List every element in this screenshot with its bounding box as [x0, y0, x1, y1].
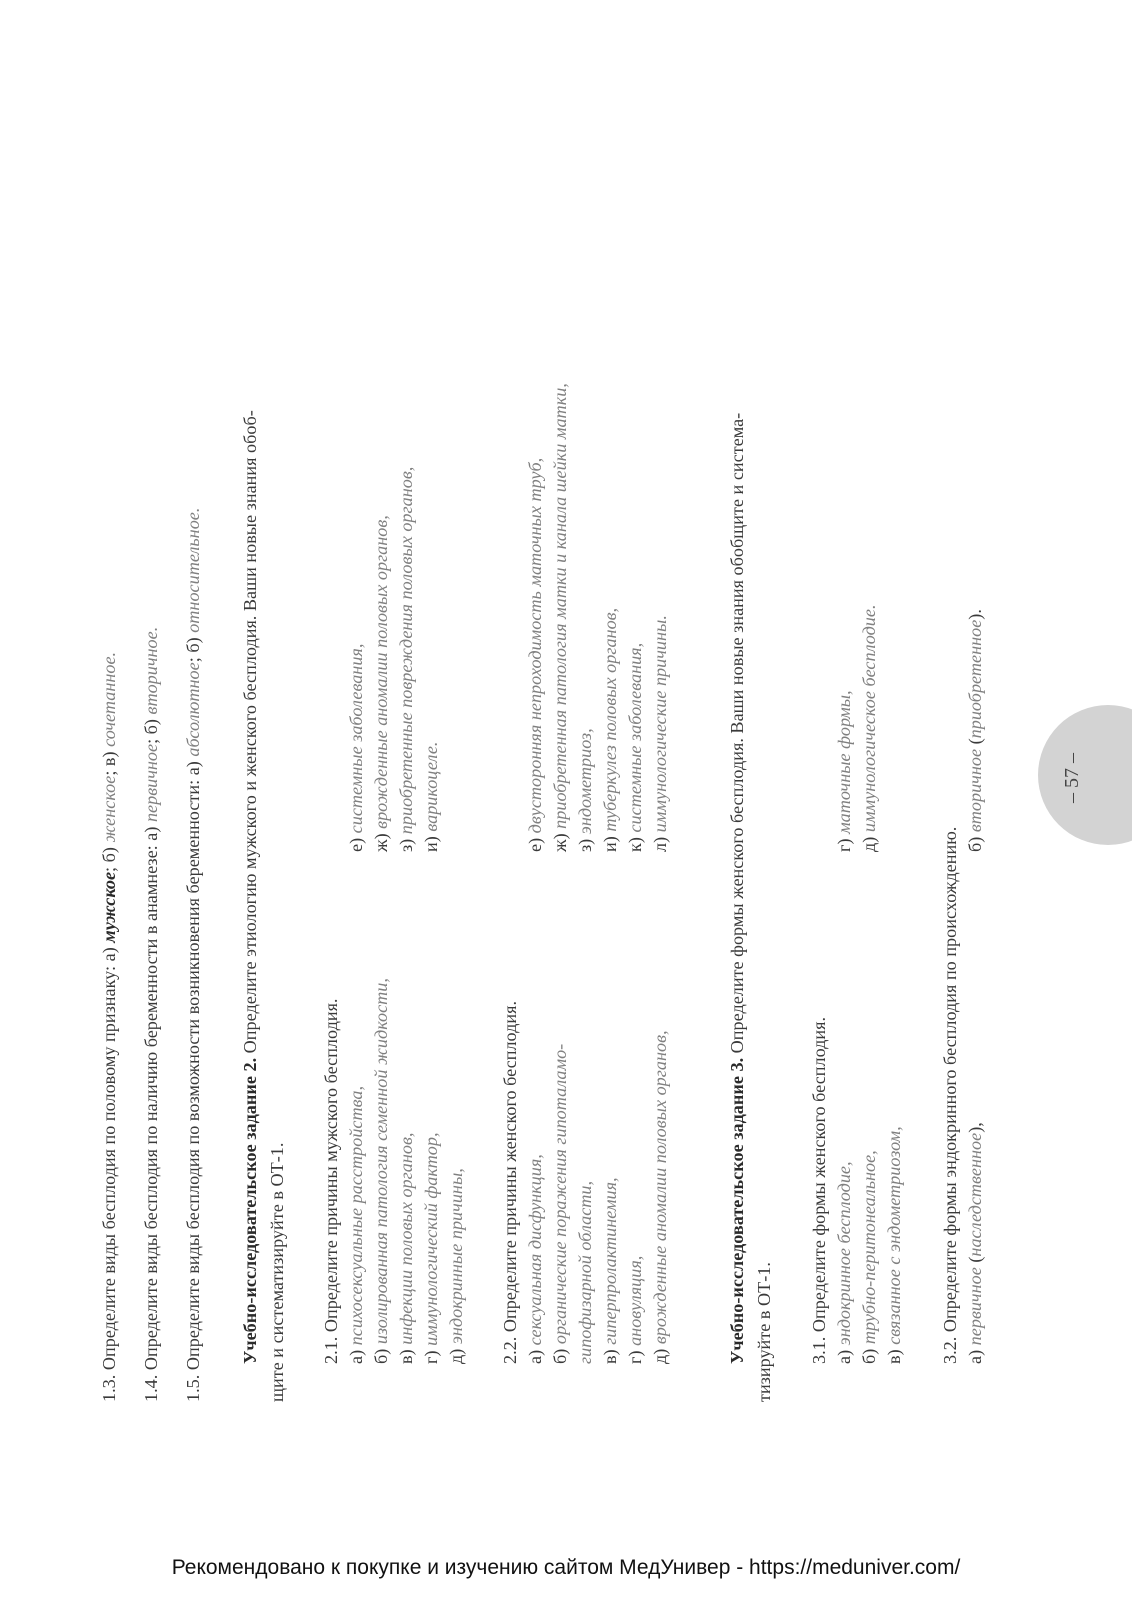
list-item: к) системные заболевания, — [625, 642, 645, 852]
q13-answer-c: сочетанное. — [99, 651, 119, 747]
list-item: г) ановуляция, — [625, 1255, 645, 1364]
list-item: ж) врожденные аномалии половых органов, — [371, 515, 391, 852]
list-item: в) связанное с эндометриозом, — [884, 1126, 904, 1364]
page-number: – 57 – — [1061, 753, 1083, 803]
q14-answer-a: первичное — [141, 743, 161, 823]
q13-text: 1.3. Определите виды бесплодия по половому признаку: а) — [99, 942, 119, 1402]
q22-left-list — [523, 1030, 673, 1364]
q32-option-b: б) вторичное (приобретенное). — [965, 609, 985, 852]
list-item: л) иммунологические причины. — [650, 615, 670, 852]
task-3-line2: тизируйте в ОТ-1. — [754, 1262, 774, 1402]
list-item: д) эндокринные причины, — [446, 1168, 466, 1364]
list-item: а) психосексуальные расстройства, — [346, 1085, 366, 1364]
question-2-1-title: 2.1. Определите причины мужского бесплодия. — [321, 998, 341, 1364]
q15-answer-b: относительное. — [183, 507, 203, 633]
task-2-line2: щите и систематизируйте в ОТ-1. — [267, 1142, 287, 1402]
list-item: з) приобретенные повреждения половых органов, — [396, 466, 416, 852]
question-1-3 — [97, 652, 122, 1402]
q15-answer-a: абсолютное — [183, 662, 203, 757]
list-item: гипофизарной области, — [575, 1180, 595, 1364]
q15-text: 1.5. Определите виды бесплодия по возможности возникновения беременности: а) — [183, 756, 203, 1402]
list-item: и) туберкулез половых органов, — [600, 607, 620, 852]
task-3-title: Учебно-исследовательское задание 3. — [727, 1057, 747, 1364]
list-item: а) сексуальная дисфункция, — [525, 1154, 545, 1364]
list-item: г) маточные формы, — [834, 690, 854, 852]
question-3-1-title: 3.1. Определите формы женского бесплодия. — [809, 1016, 829, 1364]
q13-sep: ; б) — [99, 842, 119, 872]
task-3-text: Определите формы женского бесплодия. Ваши новые знания обобщите и система- — [727, 412, 747, 1058]
task-2-title: Учебно-исследовательское задание 2. — [240, 1057, 260, 1364]
list-item: д) иммунологическое бесплодие. — [859, 604, 879, 852]
question-1-5 — [181, 508, 206, 1402]
list-item: в) гиперпролактинемия, — [600, 1177, 620, 1364]
list-item: е) двусторонняя непроходимость маточных труб, — [525, 457, 545, 852]
list-item: д) врожденные аномалии половых органов, — [650, 1030, 670, 1364]
list-item: г) иммунологический фактор, — [421, 1132, 441, 1364]
task-2-heading — [238, 410, 263, 1364]
question-3-2-title: 3.2. Определите формы эндокринного бесплодия по происхождению. — [940, 826, 960, 1364]
list-item: и) варикоцеле. — [421, 741, 441, 852]
q14-answer-b: вторичное. — [141, 626, 161, 715]
question-1-4 — [139, 627, 164, 1402]
list-item: ж) приобретенная патология матки и канала шейки матки, — [550, 383, 570, 852]
task-3-heading — [725, 413, 750, 1364]
q13-answer-b: женское — [99, 775, 119, 843]
list-item: а) эндокринное бесплодие, — [834, 1161, 854, 1364]
footer-recommendation: Рекомендовано к покупке и изучению сайтом МедУнивер - https://meduniver.com/ — [171, 1556, 961, 1579]
list-item: б) изолированная патология семенной жидкости, — [371, 978, 391, 1364]
q15-sep: ; б) — [183, 632, 203, 663]
list-item: з) эндометриоз, — [575, 728, 595, 852]
q13-sep2: ; в) — [99, 746, 119, 776]
question-2-2-title: 2.2. Определите причины женского бесплодия. — [500, 1000, 520, 1364]
list-item: б) органические поражения гипоталамо- — [550, 1043, 570, 1364]
q31-right-list — [832, 604, 882, 852]
q14-sep: ; б) — [141, 714, 161, 744]
list-item: е) системные заболевания, — [346, 643, 366, 852]
q14-text: 1.4. Определите виды бесплодия по наличию беременности в анамнезе: а) — [141, 822, 161, 1402]
list-item: б) трубно-перитонеальное, — [859, 1150, 879, 1364]
q32-option-a: а) первичное (наследственное), — [965, 1122, 985, 1364]
list-item: в) инфекции половых органов, — [396, 1132, 416, 1364]
rotated-page-content — [95, 122, 985, 1402]
q13-answer-a: мужское — [99, 871, 119, 943]
q21-right-list — [344, 467, 444, 852]
q22-right-list — [523, 383, 673, 852]
task-2-text: Определите этиологию мужского и женского бесплодия. Ваши новые знания обоб- — [240, 410, 260, 1058]
q21-left-list — [344, 978, 469, 1364]
q31-left-list — [832, 1126, 907, 1364]
